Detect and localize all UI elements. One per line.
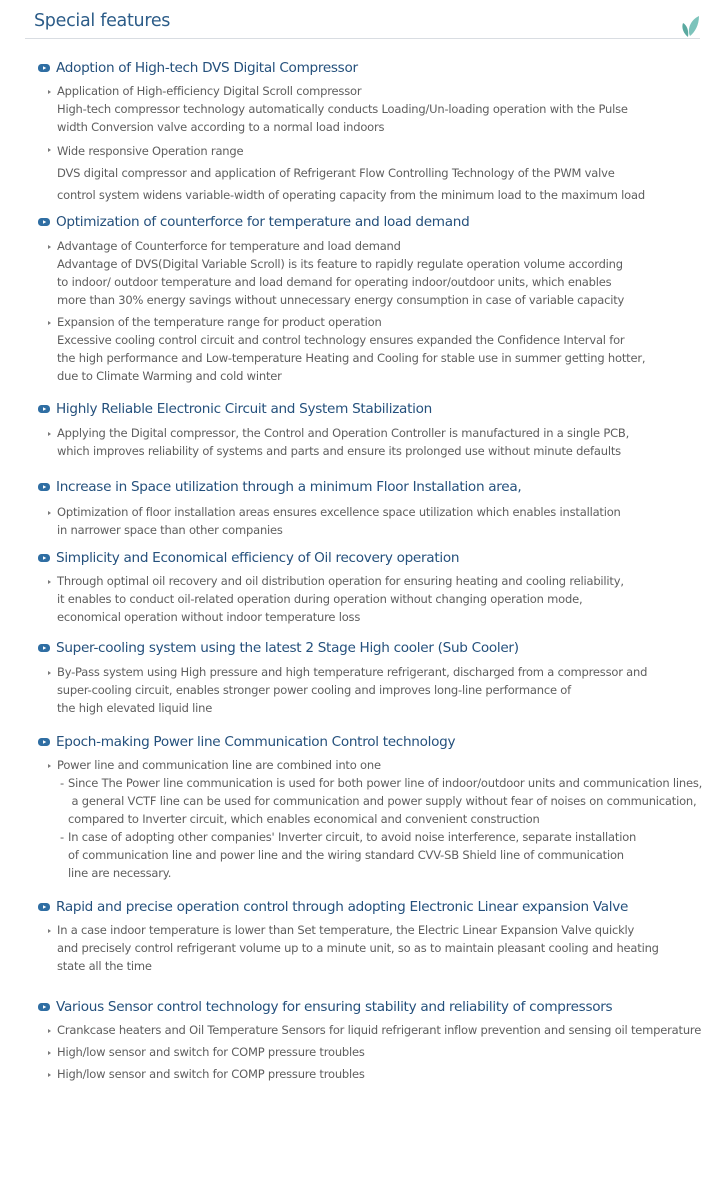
feature-item (38, 424, 629, 460)
feature-section (38, 548, 708, 624)
section-title-text: Simplicity and Economical efficiency of Oil recovery operation (56, 550, 460, 566)
text-line: Advantage of DVS(Digital Variable Scroll) is its feature to rapidly regulate operation volume according (57, 257, 623, 271)
text-line: a general VCTF line can be used for communication and power supply without fear of noises on communication, (68, 794, 697, 808)
text-line: DVS digital compressor and application of Refrigerant Flow Controlling Technology of the PWM valve (57, 166, 615, 180)
section-title-text: Adoption of High-tech DVS Digital Compressor (56, 60, 358, 76)
feature-item (38, 663, 647, 717)
text-line: In a case indoor temperature is lower than Set temperature, the Electric Linear Expansion Valve quickly (57, 923, 635, 937)
text-line: state all the time (57, 959, 152, 973)
item-bullet-icon (48, 764, 51, 768)
section-title (38, 212, 708, 232)
feature-section (38, 58, 708, 202)
text-line: of communication line and power line and the wiring standard CVV-SB Shield line of communication (68, 848, 624, 862)
item-bullet-icon (48, 90, 51, 94)
text-line: in narrower space than other companies (57, 523, 283, 537)
text-line: it enables to conduct oil-related operation during operation without changing operation mode, (57, 592, 583, 606)
section-bullet-icon (38, 738, 50, 746)
item-bullet-icon (48, 432, 51, 436)
text-line: High/low sensor and switch for COMP pressure troubles (57, 1045, 365, 1059)
item-bullet-icon (48, 245, 51, 249)
section-title (38, 399, 708, 419)
item-bullet-icon (48, 321, 51, 325)
text-line: High/low sensor and switch for COMP pressure troubles (57, 1067, 365, 1081)
section-title (38, 548, 708, 568)
section-title (38, 638, 708, 658)
text-line: which improves reliability of systems and parts and ensure its prolonged use without minute defaults (57, 444, 621, 458)
item-bullet-icon (48, 671, 51, 675)
section-title-text: Various Sensor control technology for ensuring stability and reliability of compressors (56, 999, 613, 1015)
text-line: the high performance and Low-temperature Heating and Cooling for stable use in summer getting hotter, (57, 351, 646, 365)
text-line: By-Pass system using High pressure and high temperature refrigerant, discharged from a compressor and (57, 665, 648, 679)
feature-section (38, 399, 708, 458)
item-bullet-icon (48, 929, 51, 933)
text-line: Since The Power line communication is used for both power line of indoor/outdoor units and communication lines, (68, 776, 703, 790)
text-line: the high elevated liquid line (57, 701, 213, 715)
text-line: Optimization of floor installation areas ensures excellence space utilization which enables installation (57, 505, 621, 519)
leaf-icon (678, 14, 700, 38)
page-header (25, 0, 700, 39)
item-bullet-icon (48, 1029, 51, 1033)
text-line: Expansion of the temperature range for product operation (57, 315, 382, 329)
section-title (38, 897, 708, 917)
text-line: economical operation without indoor temperature loss (57, 610, 361, 624)
text-line: to indoor/ outdoor temperature and load demand for operating indoor/outdoor units, which enables (57, 275, 612, 289)
section-bullet-icon (38, 218, 50, 226)
section-title-text: Rapid and precise operation control through adopting Electronic Linear expansion Valve (56, 899, 629, 915)
subitem-dash: - (60, 830, 64, 844)
feature-section (38, 897, 708, 973)
section-title-text: Optimization of counterforce for temperature and load demand (56, 214, 470, 230)
item-bullet-icon (48, 148, 51, 152)
section-title-text: Highly Reliable Electronic Circuit and System Stabilization (56, 401, 432, 417)
section-title (38, 58, 708, 78)
text-line: High-tech compressor technology automatically conducts Loading/Un-loading operation with the Pulse (57, 102, 628, 116)
section-bullet-icon (38, 1003, 50, 1011)
text-line: Applying the Digital compressor, the Control and Operation Controller is manufactured in a single PCB, (57, 426, 630, 440)
section-bullet-icon (38, 483, 50, 491)
text-line: Excessive cooling control circuit and control technology ensures expanded the Confidence Interval for (57, 333, 625, 347)
section-title-text: Increase in Space utilization through a minimum Floor Installation area, (56, 479, 522, 495)
feature-item (38, 756, 702, 882)
text-line: super-cooling circuit, enables stronger power cooling and improves long-line performance of (57, 683, 571, 697)
section-bullet-icon (38, 644, 50, 652)
feature-item (38, 1021, 701, 1039)
feature-section (38, 638, 708, 715)
section-title (38, 997, 708, 1017)
section-bullet-icon (38, 64, 50, 72)
item-bullet-icon (48, 1051, 51, 1055)
feature-subitem (57, 828, 702, 882)
text-line: more than 30% energy savings without unnecessary energy consumption in case of variable capacity (57, 293, 625, 307)
section-title (38, 732, 708, 752)
feature-section (38, 477, 708, 537)
text-line: compared to Inverter circuit, which enables economical and convenient construction (68, 812, 540, 826)
feature-item (38, 503, 621, 539)
text-line: Power line and communication line are combined into one (57, 758, 381, 772)
subitem-dash: - (60, 776, 64, 790)
feature-item (38, 313, 645, 385)
feature-section (38, 212, 708, 383)
text-line: control system widens variable-width of operating capacity from the minimum load to the maximum load (57, 188, 645, 202)
feature-item (38, 572, 624, 626)
feature-item (38, 140, 645, 206)
item-bullet-icon (48, 511, 51, 515)
text-line: Application of High-efficiency Digital Scroll compressor (57, 84, 362, 98)
section-title (38, 477, 708, 497)
item-bullet-icon (48, 580, 51, 584)
feature-subitem (57, 774, 702, 828)
feature-item (38, 921, 659, 975)
section-bullet-icon (38, 405, 50, 413)
section-bullet-icon (38, 554, 50, 562)
text-line: Advantage of Counterforce for temperature and load demand (57, 239, 401, 253)
item-bullet-icon (48, 1073, 51, 1077)
section-title-text: Epoch-making Power line Communication Control technology (56, 734, 456, 750)
feature-item (38, 1043, 365, 1061)
text-line: Crankcase heaters and Oil Temperature Sensors for liquid refrigerant inflow prevention and sensing oil temperature (57, 1023, 702, 1037)
text-line: due to Climate Warming and cold winter (57, 369, 282, 383)
section-bullet-icon (38, 903, 50, 911)
feature-item (38, 1065, 365, 1083)
text-line: width Conversion valve according to a normal load indoors (57, 120, 385, 134)
text-line: In case of adopting other companies' Inverter circuit, to avoid noise interference, separate installation (68, 830, 637, 844)
feature-item (38, 237, 624, 309)
feature-item (38, 82, 628, 136)
text-line: Through optimal oil recovery and oil distribution operation for ensuring heating and cooling reliability, (57, 574, 624, 588)
page-title: Special features (34, 11, 171, 31)
text-line: line are necessary. (68, 866, 172, 880)
text-line: Wide responsive Operation range (57, 144, 244, 158)
feature-section (38, 732, 708, 880)
section-title-text: Super-cooling system using the latest 2 Stage High cooler (Sub Cooler) (56, 640, 519, 656)
text-line: and precisely control refrigerant volume up to a minute unit, so as to maintain pleasant cooling and heating (57, 941, 659, 955)
feature-section (38, 997, 708, 1081)
